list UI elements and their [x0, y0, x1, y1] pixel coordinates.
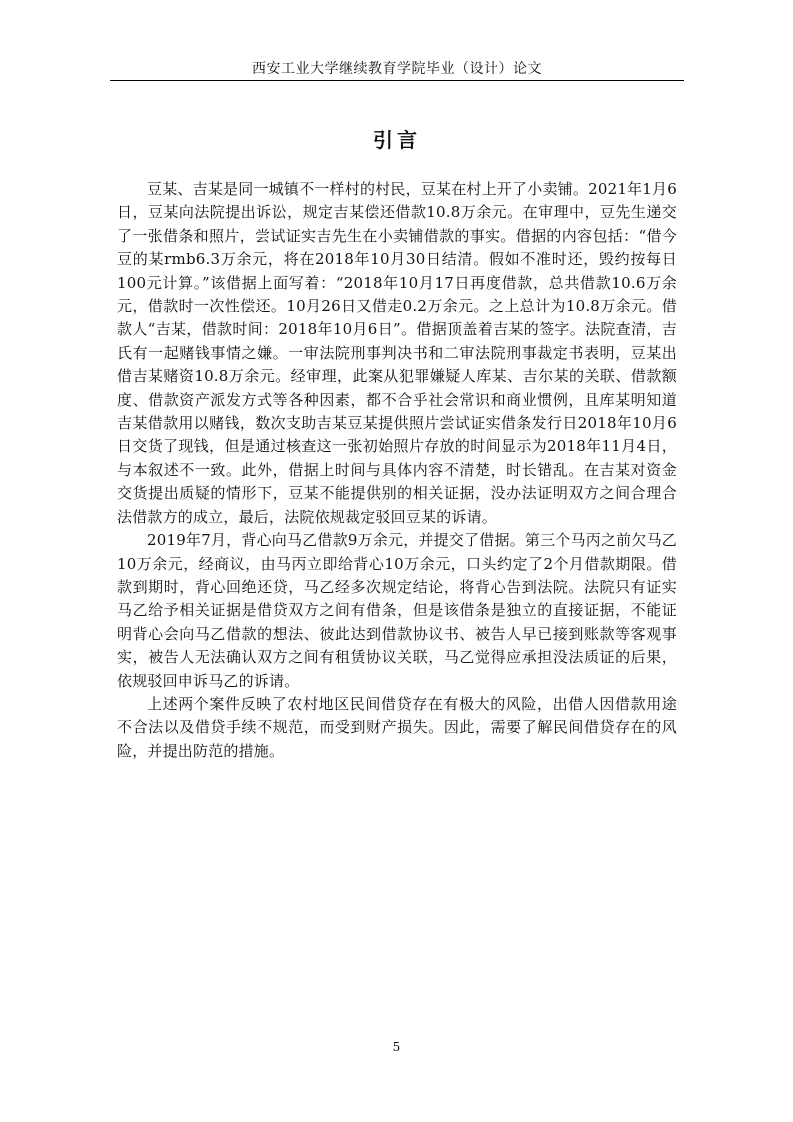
paragraph-3: 上述两个案件反映了农村地区民间借贷存在有极大的风险，出借人因借款用途不合法以及借贷手续不规范，而受到财产损失。因此，需要了解民间借贷存在的风险，并提出防范的措施。: [117, 694, 677, 760]
header-rule: [110, 80, 684, 81]
page-number: 5: [392, 1040, 401, 1054]
body-text: [117, 178, 677, 763]
paragraph-1: 豆某、吉某是同一城镇不一样村的村民，豆某在村上开了小卖铺。2021年1月6日，豆某向法院提出诉讼，规定吉某偿还借款10.8万余元。在审理中，豆先生递交了一张借条和照片，尝试证实吉先生在小卖铺借款的事实。借据的内容包括：“借今豆的某rmb6.3万余元，将在2018年10月30日结清。假如不准时还，毁约按每日100元计算。”该借据上面写着：“2018年10月17日再度借款，总共借款10.6万余元，借款时一次性偿还。10月26日又借走0.2万余元。之上总计为10.8万余元。借款人“吉某，借款时间：2018年10月6日”。借据顶盖着吉某的签字。法院查清，吉氏有一起赌钱事情之嫌。一审法院刑事判决书和二审法院刑事裁定书表明，豆某出借吉某赌资10.8万余元。经审理，此案从犯罪嫌疑人库某、吉尔某的关联、借款额度、借款资产派发方式等各种因素，都不合乎社会常识和商业惯例，且库某明知道吉某借款用以赌钱，数次支助吉某豆某提供照片尝试证实借条发行日2018年10月6日交货了现钱，但是通过核查这一张初始照片存放的时间显示为2018年11月4日，与本叙述不一致。此外，借据上时间与具体内容不清楚，时长错乱。在吉某对资金交货提出质疑的情形下，豆某不能提供别的相关证据，没办法证明双方之间合理合法借款方的成立，最后，法院依规裁定驳回豆某的诉请。: [117, 180, 677, 526]
running-header: 西安工业大学继续教育学院毕业（设计）论文: [252, 61, 542, 77]
section-title: 引言: [373, 128, 421, 152]
paragraph-2: 2019年7月，背心向马乙借款9万余元，并提交了借据。第三个马丙之前欠马乙10万余元，经商议，由马丙立即给背心10万余元，口头约定了2个月借款期限。借款到期时，背心回绝还贷，马乙经多次规定结论，将背心告到法院。法院只有证实马乙给予相关证据是借贷双方之间有借条，但是该借条是独立的直接证据，不能证明背心会向马乙借款的想法、彼此达到借款协议书、被告人早已接到账款等客观事实，被告人无法确认双方之间有租赁协议关联，马乙觉得应承担没法质证的后果，依规驳回申诉马乙的诉请。: [117, 531, 677, 690]
